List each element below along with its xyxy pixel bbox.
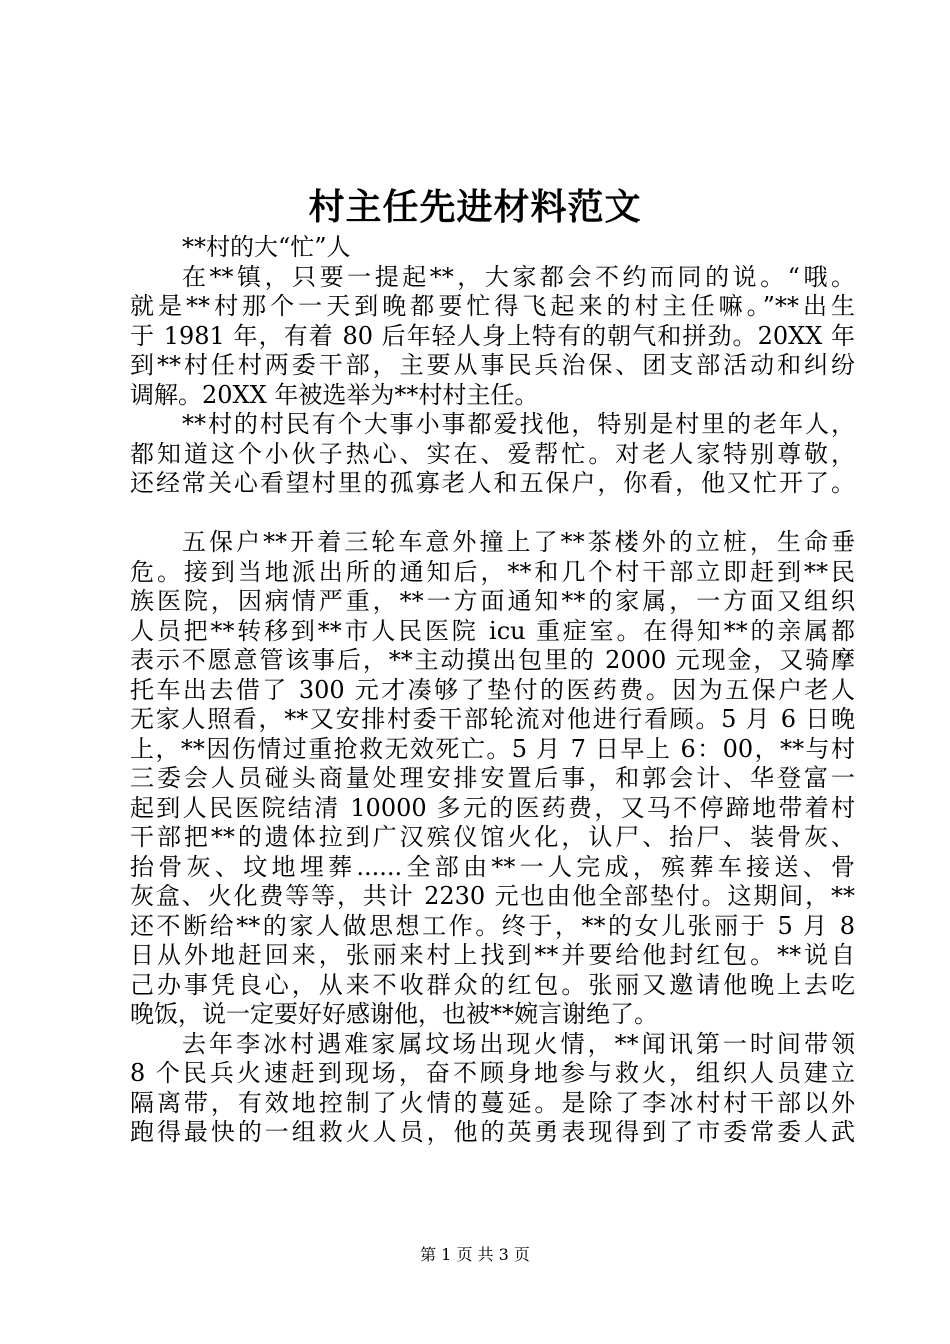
text-line: 在**镇，只要一提起**，大家都会不约而同的说。“哦。 (182, 262, 855, 291)
text-line: 灰盒、火化费等等，共计 2230 元也由他全部垫付。这期间，** (130, 882, 855, 910)
subtitle-line: **村的大“忙”人 (182, 233, 351, 261)
text-line: 于 1981 年，有着 80 后年轻人身上特有的朝气和拼劲。20XX 年 (130, 321, 855, 350)
page-footer: 第 1 页 共 3 页 (420, 1245, 530, 1264)
text-line: 到**村任村两委干部，主要从事民兵治保、团支部活动和纠纷 (130, 351, 855, 379)
document-body (130, 233, 855, 1148)
text-line: 无家人照看，**又安排村委干部轮流对他进行看顾。5 月 6 日晚 (130, 705, 855, 733)
text-line: 族医院，因病情严重，**一方面通知**的家属，一方面又组织 (130, 587, 855, 615)
text-line: 人员把**转移到**市人民医院 icu 重症室。在得知**的亲属都 (130, 616, 855, 645)
blank-line (130, 499, 855, 529)
text-line: 都知道这个小伙子热心、实在、爱帮忙。对老人家特别尊敬， (130, 439, 855, 468)
text-line: 表示不愿意管该事后，**主动摸出包里的 2000 元现金，又骑摩 (130, 646, 855, 674)
text-line: 上，**因伤情过重抢救无效死亡。5 月 7 日早上 6：00，**与村 (130, 734, 855, 763)
text-line: 三委会人员碰头商量处理安排安置后事，和郭会计、华登富一 (130, 764, 855, 792)
text-line: 五保户**开着三轮车意外撞上了**茶楼外的立桩，生命垂 (182, 528, 855, 556)
text-line: 晚饭，说一定要好好感谢他，也被**婉言谢绝了。 (130, 1000, 658, 1028)
text-line: 危。接到当地派出所的通知后，**和几个村干部立即赶到**民 (130, 557, 855, 586)
text-line: 日从外地赶回来，张丽来村上找到**并要给他封红包。**说自 (130, 941, 855, 969)
text-line: 8 个民兵火速赶到现场，奋不顾身地参与救火，组织人员建立 (130, 1059, 855, 1087)
text-line: 跑得最快的一组救火人员，他的英勇表现得到了市委常委人武 (130, 1118, 855, 1146)
text-line: 去年李冰村遇难家属坟场出现火情，**闻讯第一时间带领 (182, 1029, 855, 1058)
text-line: 还不断给**的家人做思想工作。终于，**的女儿张丽于 5 月 8 (130, 911, 855, 940)
text-line: **村的村民有个大事小事都爱找他，特别是村里的老年人， (182, 410, 855, 438)
text-line: 调解。20XX 年被选举为**村村主任。 (130, 380, 539, 409)
text-line: 干部把**的遗体拉到广汉殡仪馆火化，认尸、抬尸、装骨灰、 (130, 823, 855, 851)
text-line: 还经常关心看望村里的孤寡老人和五保户，你看，他又忙开了。 (130, 469, 855, 497)
text-line: 抬骨灰、坟地埋葬......全部由**一人完成，殡葬车接送、骨 (130, 852, 855, 881)
text-line: 起到人民医院结清 10000 多元的医药费，又马不停蹄地带着村 (130, 793, 855, 822)
document-title: 村主任先进材料范文 (308, 186, 642, 228)
text-line: 隔离带，有效地控制了火情的蔓延。是除了李冰村村干部以外 (130, 1088, 855, 1117)
text-line: 就是**村那个一天到晚都要忙得飞起来的村主任嘛。”**出生 (130, 292, 855, 320)
text-line: 己办事凭良心，从来不收群众的红包。张丽又邀请他晚上去吃 (130, 970, 855, 999)
text-line: 托车出去借了 300 元才凑够了垫付的医药费。因为五保户老人 (130, 675, 855, 704)
